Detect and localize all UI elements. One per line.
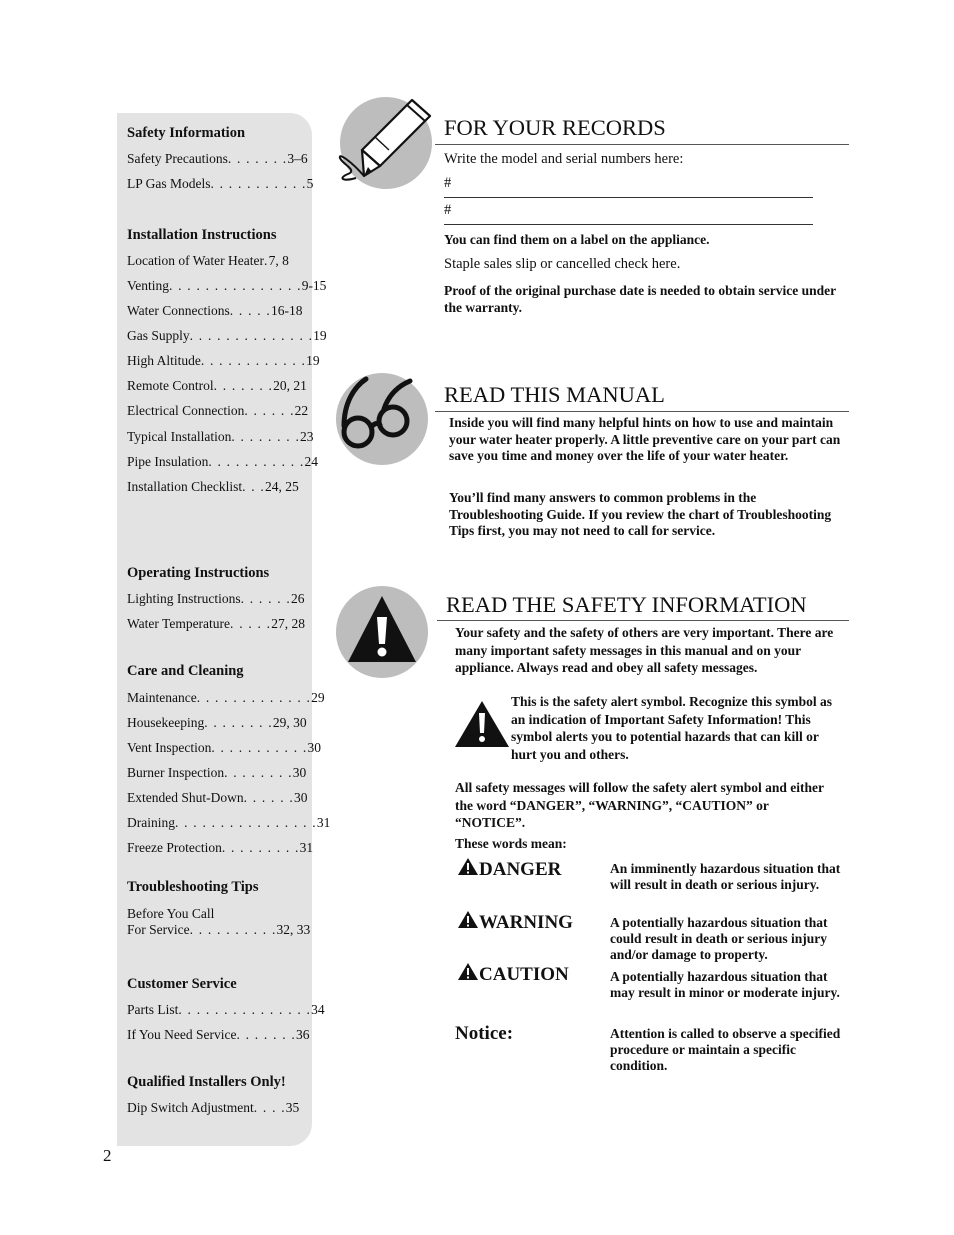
toc-item[interactable]: Venting. . . . . . . . . . . . . . .9-15: [127, 278, 327, 293]
toc-item[interactable]: Dip Switch Adjustment. . . .35: [127, 1100, 300, 1115]
toc-item[interactable]: Typical Installation. . . . . . . .23: [127, 429, 314, 444]
safety-para-1: Your safety and the safety of others are very important. There are many important safety messages in this manual and on your appliance. Always read and obey all safety messages.: [455, 625, 834, 675]
toc-item[interactable]: LP Gas Models. . . . . . . . . . .5: [127, 176, 314, 191]
danger-description: An imminently hazardous situation that will result in death or serious injury.: [610, 861, 841, 892]
records-label-note: You can find them on a label on the appliance.: [444, 232, 710, 247]
records-rule: [435, 144, 849, 145]
toc-item[interactable]: Parts List. . . . . . . . . . . . . . .34: [127, 1002, 325, 1017]
toc-item[interactable]: For Service. . . . . . . . . .32, 33: [127, 922, 311, 937]
records-intro: Write the model and serial numbers here:: [444, 151, 684, 167]
toc-item[interactable]: Vent Inspection. . . . . . . . . . .30: [127, 740, 321, 755]
notice-description: Attention is called to observe a specified procedure or maintain a specific condition.: [610, 1026, 841, 1073]
toc-heading-customer-service: Customer Service: [127, 976, 237, 992]
safety-words-mean: These words mean:: [455, 836, 567, 851]
records-staple-note: Staple sales slip or cancelled check here.: [444, 256, 681, 272]
records-proof-note: Proof of the original purchase date is needed to obtain service under the warranty.: [444, 283, 836, 315]
toc-item[interactable]: Safety Precautions. . . . . . .3–6: [127, 151, 308, 166]
manual-title: READ THIS MANUAL: [444, 382, 665, 407]
toc-item[interactable]: Burner Inspection. . . . . . . .30: [127, 765, 307, 780]
toc-heading-qualified-installers: Qualified Installers Only!: [127, 1074, 286, 1090]
warning-signal-word: WARNING: [457, 910, 573, 934]
toc-item[interactable]: Gas Supply. . . . . . . . . . . . . .19: [127, 328, 327, 343]
notice-signal-word: Notice:: [455, 1023, 514, 1044]
toc-item[interactable]: Installation Checklist. . .24, 25: [127, 479, 299, 494]
toc-heading-troubleshooting: Troubleshooting Tips: [127, 879, 259, 895]
manual-rule: [435, 411, 849, 412]
pencil-icon: [334, 92, 438, 192]
manual-para-2: You’ll find many answers to common problems in the Troubleshooting Guide. If you review the chart of Troubleshooting Tips first, you may not need to call for service.: [449, 490, 832, 538]
safety-title: READ THE SAFETY INFORMATION: [446, 592, 807, 617]
exclamation-icon: [336, 586, 428, 678]
caution-description: A potentially hazardous situation that may result in minor or moderate injury.: [610, 969, 840, 1000]
warning-triangle-icon: [457, 910, 479, 929]
manual-para-1: Inside you will find many helpful hints on how to use and maintain your water heater properly. A little preventive care on your part can save you time and money over the life of your water heater.: [449, 415, 841, 463]
warning-description: A potentially hazardous situation that could result in death or serious injury and/or damage to property.: [610, 915, 828, 962]
toc-item[interactable]: High Altitude. . . . . . . . . . . .19: [127, 353, 320, 368]
safety-rule: [437, 620, 849, 621]
model-number-field[interactable]: #: [444, 175, 813, 198]
toc-item[interactable]: Remote Control. . . . . . .20, 21: [127, 378, 307, 393]
warning-triangle-icon: [457, 962, 479, 981]
caution-signal-word: CAUTION: [457, 962, 569, 986]
toc-item[interactable]: Location of Water Heater.7, 8: [127, 253, 289, 268]
page-number: 2: [103, 1146, 112, 1165]
toc-item[interactable]: Water Temperature. . . . .27, 28: [127, 616, 305, 631]
safety-para-2: All safety messages will follow the safety alert symbol and either the word “DANGER”, “WARNING”, “CAUTION” or “NOTICE”.: [455, 780, 824, 830]
toc-heading-installation: Installation Instructions: [127, 227, 277, 243]
eyeglasses-icon: [336, 373, 432, 469]
toc-item[interactable]: Water Connections. . . . .16-18: [127, 303, 303, 318]
toc-heading-care: Care and Cleaning: [127, 663, 244, 679]
warning-triangle-icon: [457, 857, 479, 876]
toc-item[interactable]: Housekeeping. . . . . . . .29, 30: [127, 715, 307, 730]
toc-item[interactable]: Maintenance. . . . . . . . . . . . .29: [127, 690, 325, 705]
toc-item[interactable]: Draining. . . . . . . . . . . . . . . .31: [127, 815, 331, 830]
records-title: FOR YOUR RECORDS: [444, 115, 666, 140]
toc-item[interactable]: Before You Call: [127, 906, 215, 921]
toc-heading-safety: Safety Information: [127, 125, 246, 141]
serial-number-field[interactable]: #: [444, 202, 813, 225]
toc-item[interactable]: Pipe Insulation. . . . . . . . . . .24: [127, 454, 318, 469]
toc-item[interactable]: Extended Shut-Down. . . . . .30: [127, 790, 308, 805]
toc-item[interactable]: Lighting Instructions. . . . . .26: [127, 591, 305, 606]
toc-item[interactable]: Electrical Connection. . . . . .22: [127, 403, 309, 418]
warning-triangle-icon: [454, 699, 510, 749]
toc-heading-operating: Operating Instructions: [127, 565, 270, 581]
toc-item[interactable]: Freeze Protection. . . . . . . . .31: [127, 840, 314, 855]
danger-signal-word: DANGER: [457, 857, 561, 881]
safety-alert-text: This is the safety alert symbol. Recognize this symbol as an indication of Important Safety Information! This symbol alerts you to potential hazards that can kill or hurt you and others.: [511, 694, 832, 762]
toc-item[interactable]: If You Need Service. . . . . . .36: [127, 1027, 310, 1042]
